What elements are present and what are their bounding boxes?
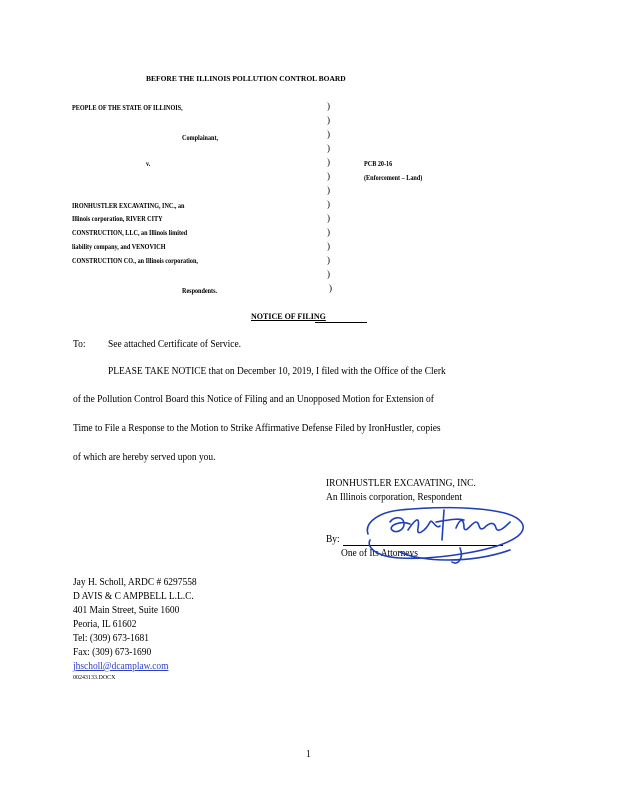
body-line: of which are hereby served upon you. bbox=[73, 452, 216, 463]
paren: ) bbox=[327, 241, 330, 251]
paren: ) bbox=[327, 227, 330, 237]
paren: ) bbox=[329, 283, 332, 293]
firm-name: D AVIS & C AMPBELL L.L.C. bbox=[73, 591, 194, 602]
caption-complainant: Complainant, bbox=[182, 133, 219, 142]
paren: ) bbox=[327, 199, 330, 209]
paren: ) bbox=[327, 213, 330, 223]
respondent-line: IRONHUSTLER EXCAVATING, INC., an bbox=[72, 201, 185, 210]
signature-company: IRONHUSTLER EXCAVATING, INC. bbox=[326, 478, 476, 489]
address-line-1: 401 Main Street, Suite 1600 bbox=[73, 605, 180, 616]
paren: ) bbox=[327, 115, 330, 125]
respondent-line: CONSTRUCTION, LLC, an Illinois limited bbox=[72, 228, 188, 237]
handwritten-signature bbox=[360, 500, 535, 570]
paren: ) bbox=[327, 269, 330, 279]
title-underline bbox=[315, 322, 367, 323]
paren: ) bbox=[327, 255, 330, 265]
paren: ) bbox=[327, 171, 330, 181]
paren: ) bbox=[327, 143, 330, 153]
caption-versus: v. bbox=[146, 159, 151, 168]
to-label: To: bbox=[73, 339, 86, 350]
body-line: of the Pollution Control Board this Notice of Filing and an Unopposed Motion for Extension of bbox=[73, 394, 434, 405]
caption-people: PEOPLE OF THE STATE OF ILLINOIS, bbox=[72, 103, 183, 112]
notice-title: NOTICE OF FILING bbox=[251, 312, 326, 321]
email-link[interactable]: jhscholl@dcamplaw.com bbox=[73, 661, 169, 672]
fax: Fax: (309) 673-1690 bbox=[73, 647, 152, 658]
case-type: (Enforcement – Land) bbox=[364, 173, 423, 182]
case-number: PCB 20-16 bbox=[364, 159, 393, 168]
paren: ) bbox=[327, 129, 330, 139]
attorney-name: Jay H. Scholl, ARDC # 6297558 bbox=[73, 577, 197, 588]
paren: ) bbox=[327, 157, 330, 167]
address-line-2: Peoria, IL 61602 bbox=[73, 619, 137, 630]
by-label: By: bbox=[326, 534, 340, 545]
respondent-line: CONSTRUCTION CO., an Illinois corporation, bbox=[72, 256, 198, 265]
to-value: See attached Certificate of Service. bbox=[108, 339, 242, 350]
body-line: PLEASE TAKE NOTICE that on December 10, 2019, I filed with the Office of the Clerk bbox=[108, 366, 446, 377]
caption-respondents-label: Respondents. bbox=[182, 286, 218, 295]
doc-id: 00243133.DOCX bbox=[73, 675, 116, 681]
respondent-line: liability company, and VENOVICH bbox=[72, 242, 166, 251]
phone: Tel: (309) 673-1681 bbox=[73, 633, 149, 644]
signature-company-desc: An Illinois corporation, Respondent bbox=[326, 492, 462, 503]
body-line: Time to File a Response to the Motion to Strike Affirmative Defense Filed by IronHustler, copies bbox=[73, 423, 441, 434]
page-number: 1 bbox=[306, 749, 311, 760]
respondent-line: Illinois corporation, RIVER CITY bbox=[72, 214, 163, 223]
attorney-label: One of Its Attorneys bbox=[341, 548, 418, 559]
paren: ) bbox=[327, 101, 330, 111]
board-heading: BEFORE THE ILLINOIS POLLUTION CONTROL BOARD bbox=[146, 74, 346, 83]
paren: ) bbox=[327, 185, 330, 195]
